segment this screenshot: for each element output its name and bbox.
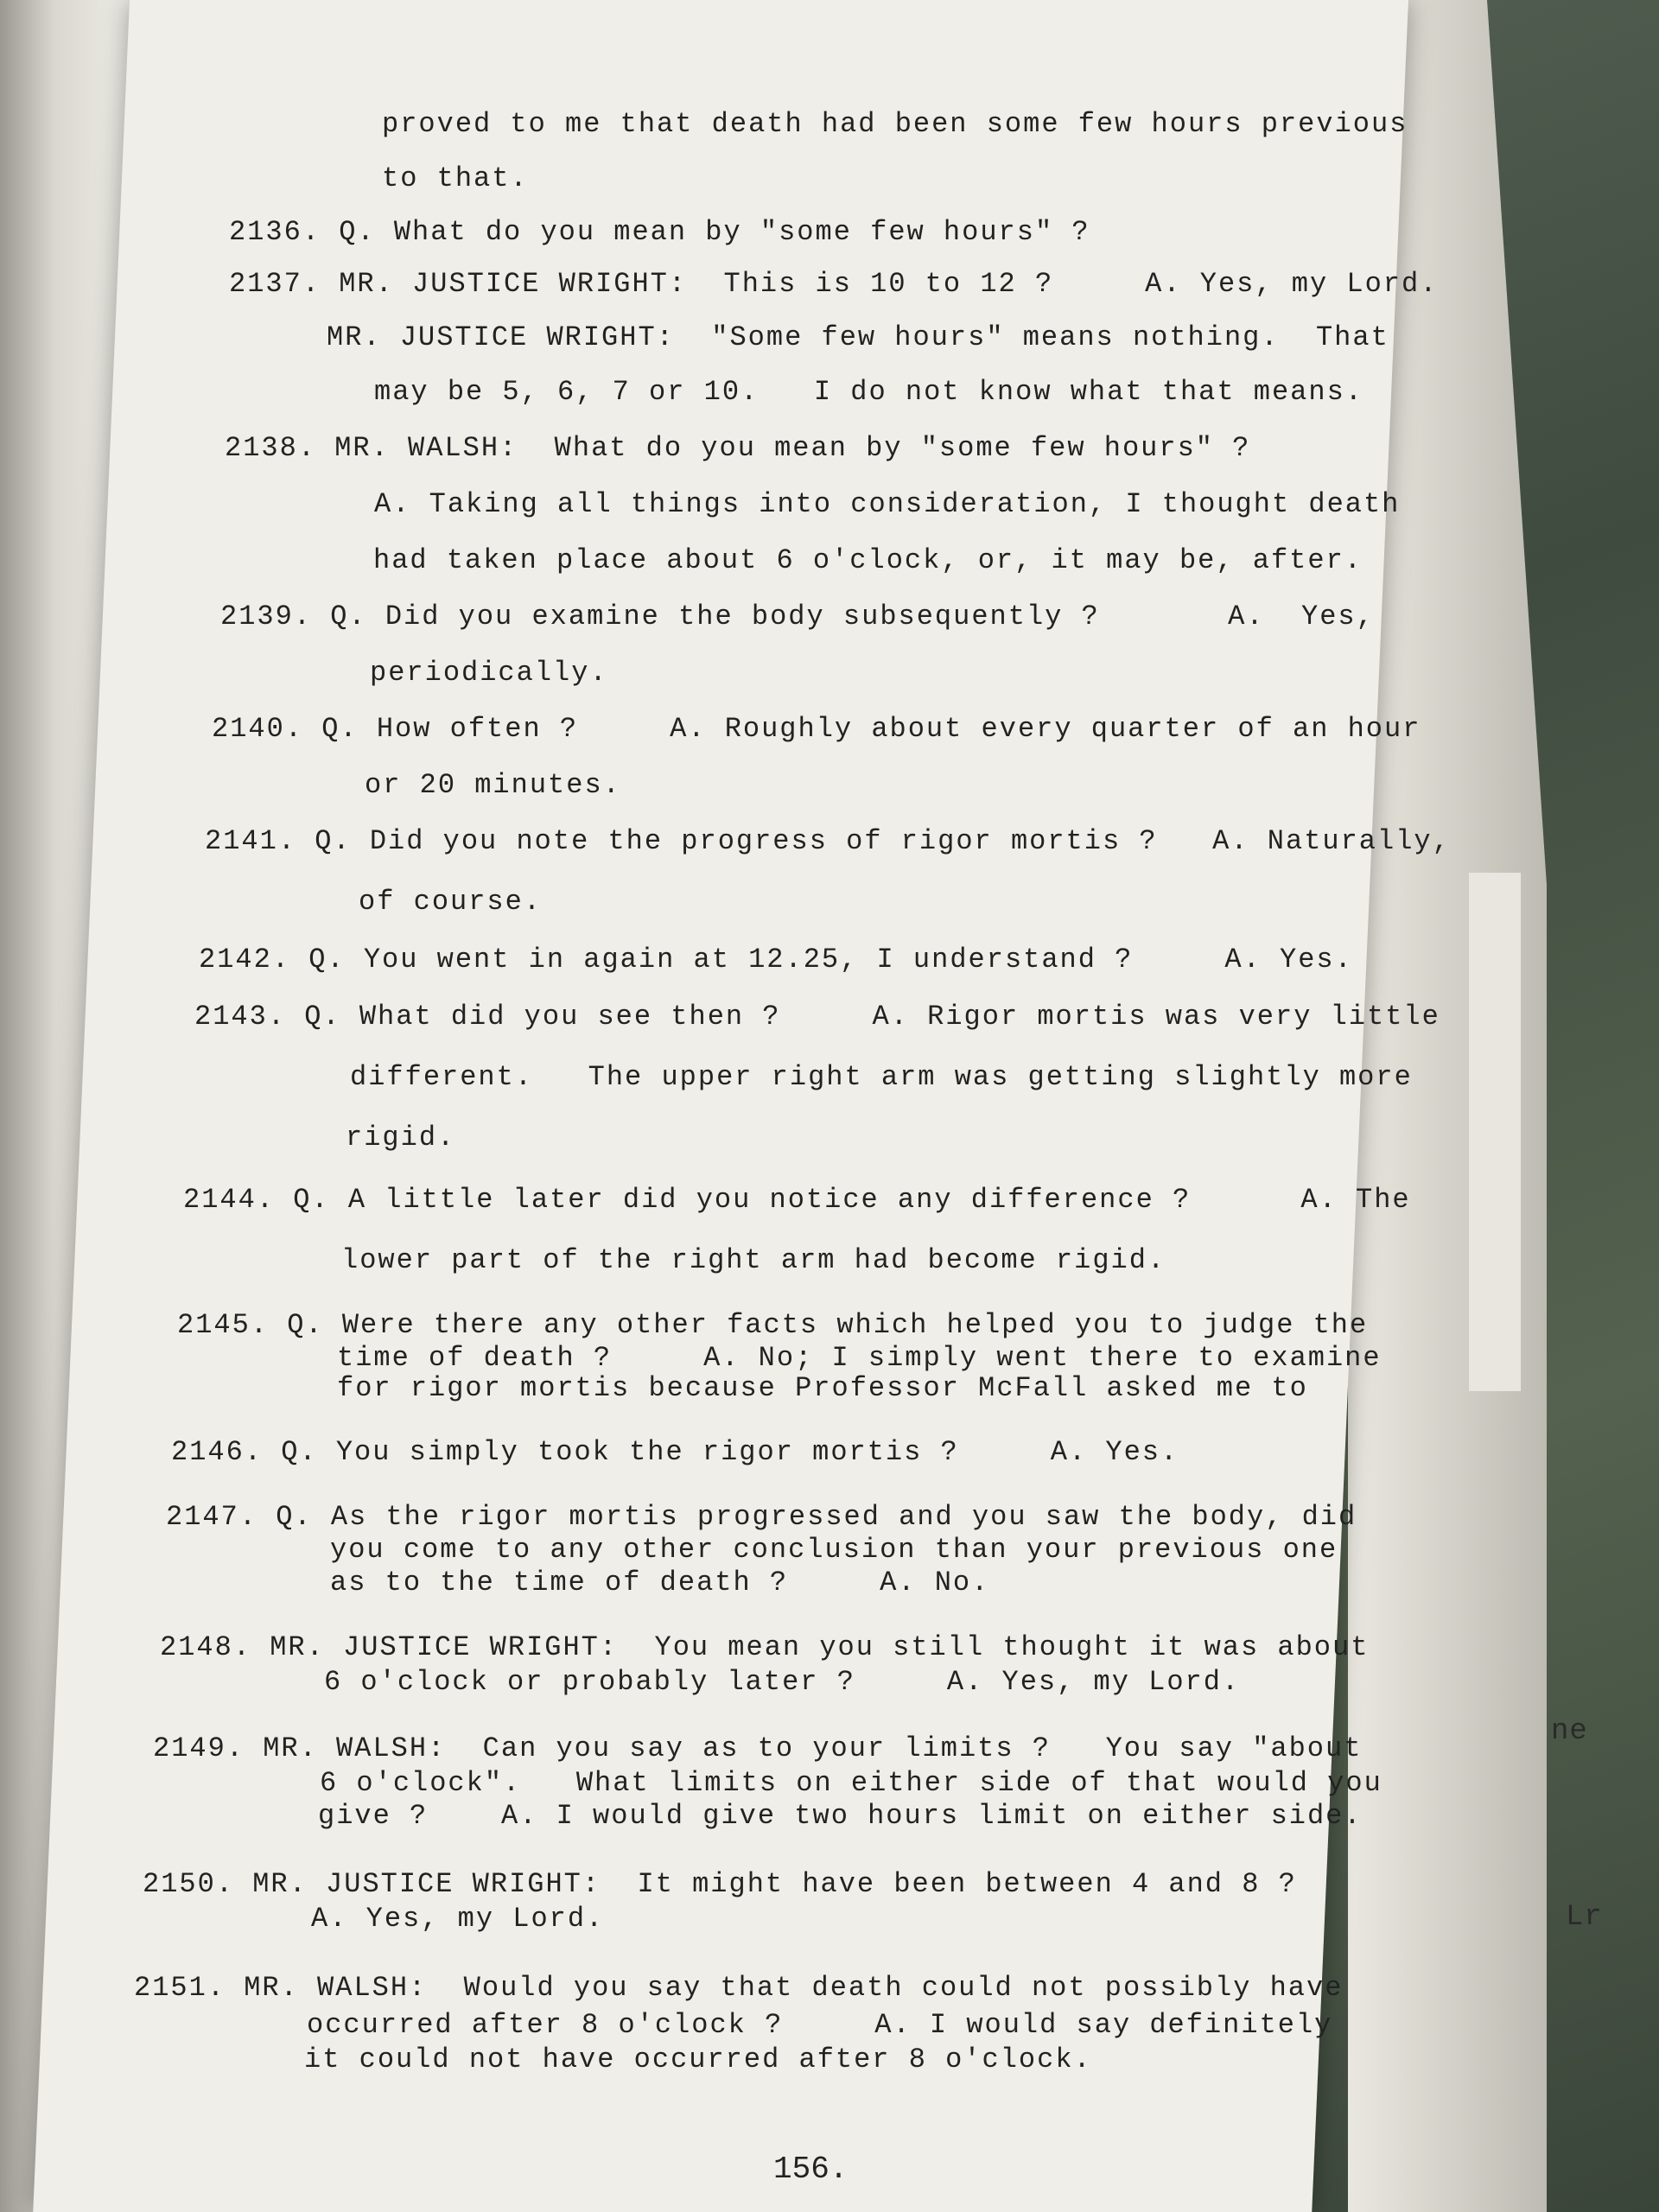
transcript-line: of course. xyxy=(359,886,543,918)
transcript-line: lower part of the right arm had become rigid. xyxy=(341,1244,1166,1276)
margin-fragment: Lr xyxy=(1566,1901,1603,1934)
transcript-line: you come to any other conclusion than your previous one xyxy=(330,1534,1338,1566)
transcript-line: it could not have occurred after 8 o'clock. xyxy=(304,2044,1092,2075)
transcript-line: 6 o'clock". What limits on either side of that would you xyxy=(320,1767,1382,1799)
transcript-line: 2139. Q. Did you examine the body subsequently ? A. Yes, xyxy=(220,601,1375,632)
transcript-line: as to the time of death ? A. No. xyxy=(330,1567,990,1599)
transcript-line: may be 5, 6, 7 or 10. I do not know what that means. xyxy=(374,376,1363,408)
transcript-line: 6 o'clock or probably later ? A. Yes, my Lord. xyxy=(324,1666,1241,1698)
transcript-line: 2141. Q. Did you note the progress of rigor mortis ? A. Naturally, xyxy=(205,825,1451,857)
transcript-line: rigid. xyxy=(346,1122,456,1154)
transcript-line: for rigor mortis because Professor McFall asked me to xyxy=(337,1372,1308,1404)
transcript-line: 2146. Q. You simply took the rigor mortis ? A. Yes. xyxy=(171,1436,1179,1468)
transcript-line: proved to me that death had been some few hours previous xyxy=(382,108,1408,140)
transcript-line: had taken place about 6 o'clock, or, it may be, after. xyxy=(373,544,1363,576)
transcript-line: 2151. MR. WALSH: Would you say that death could not possibly have xyxy=(134,1972,1344,2004)
transcript-line: 2147. Q. As the rigor mortis progressed and you saw the body, did xyxy=(166,1501,1357,1533)
transcript-line: 2148. MR. JUSTICE WRIGHT: You mean you still thought it was about xyxy=(160,1631,1370,1663)
transcript-line: 2144. Q. A little later did you notice any difference ? A. The xyxy=(183,1184,1411,1216)
transcript-line: A. Taking all things into consideration, I thought death xyxy=(374,488,1401,520)
transcript-line: time of death ? A. No; I simply went there to examine xyxy=(337,1342,1382,1374)
transcript-line: or 20 minutes. xyxy=(365,769,621,801)
transcript-line: 2142. Q. You went in again at 12.25, I understand ? A. Yes. xyxy=(199,944,1353,976)
transcript-line: give ? A. I would give two hours limit on either side. xyxy=(318,1800,1363,1832)
transcript-line: 2145. Q. Were there any other facts which helped you to judge the xyxy=(177,1309,1369,1341)
margin-fragment: ne xyxy=(1551,1715,1588,1748)
transcript-line: 2137. MR. JUSTICE WRIGHT: This is 10 to 12 ? A. Yes, my Lord. xyxy=(229,268,1439,300)
transcript-line: 2140. Q. How often ? A. Roughly about every quarter of an hour xyxy=(212,713,1421,745)
page-number: 156. xyxy=(773,2152,849,2187)
transcript-line: 2143. Q. What did you see then ? A. Rigor mortis was very little xyxy=(194,1001,1440,1033)
transcript-line: 2150. MR. JUSTICE WRIGHT: It might have been between 4 and 8 ? xyxy=(143,1868,1297,1900)
transcript-line: occurred after 8 o'clock ? A. I would say definitely xyxy=(307,2009,1333,2041)
transcript-line: MR. JUSTICE WRIGHT: "Some few hours" means nothing. That xyxy=(327,321,1389,353)
transcript-line: 2138. MR. WALSH: What do you mean by "some few hours" ? xyxy=(225,432,1251,464)
transcript-line: 2149. MR. WALSH: Can you say as to your limits ? You say "about xyxy=(153,1732,1363,1764)
transcript-line: 2136. Q. What do you mean by "some few hours" ? xyxy=(229,216,1090,248)
transcript-line: to that. xyxy=(382,162,529,194)
transcript-line: periodically. xyxy=(370,657,608,689)
transcript-line: A. Yes, my Lord. xyxy=(311,1903,605,1935)
transcript-line: different. The upper right arm was getting slightly more xyxy=(350,1061,1413,1093)
